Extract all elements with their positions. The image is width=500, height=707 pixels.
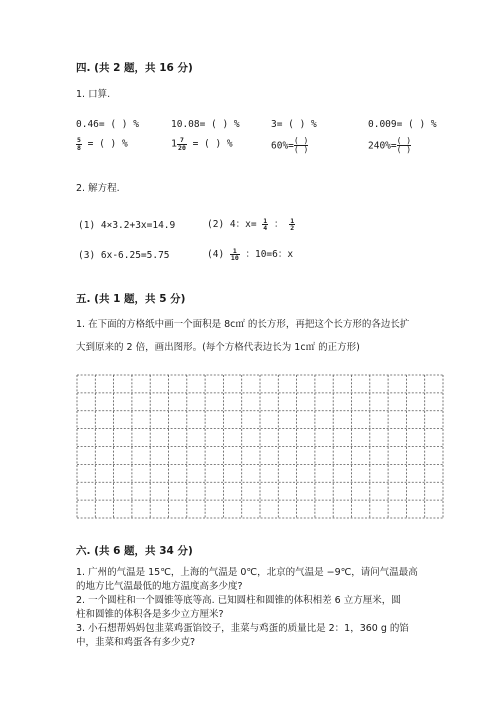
paren-fraction-denominator: ( ) bbox=[396, 145, 412, 155]
oral-item-6-rest: = ( ) % bbox=[192, 138, 233, 150]
fraction bbox=[230, 248, 240, 262]
fraction-numerator: 1 bbox=[290, 216, 295, 225]
fraction-denominator: 20 bbox=[178, 143, 186, 152]
equation-4-rest: ：10=6：x bbox=[245, 249, 294, 260]
oral-item-5-rest: = ( ) % bbox=[87, 138, 128, 150]
ratio-colon: ： bbox=[273, 219, 284, 230]
section-6-line-3: 2. 一个圆柱和一个圆锥等底等高. 已知圆柱和圆锥的体积相差 6 立方厘米，圆 bbox=[76, 595, 401, 606]
fraction-denominator: 10 bbox=[230, 254, 239, 262]
oral-item-2: 10.08= ( ) % bbox=[171, 119, 240, 130]
section-6-title: 六. (共 6 题，共 34 分) bbox=[76, 545, 193, 557]
section-4-title: 四. (共 2 题，共 16 分) bbox=[76, 62, 193, 74]
equation-1: (1) 4×3.2+3x=14.9 bbox=[78, 220, 176, 231]
question-2-title: 2. 解方程. bbox=[76, 183, 120, 194]
section-5-question-line-1: 1. 在下面的方格纸中画一个面积是 8c㎡ 的长方形，再把这个长方形的各边长扩 bbox=[76, 319, 410, 330]
section-5-title: 五. (共 1 题，共 5 分) bbox=[76, 293, 186, 305]
fraction-numerator: 5 bbox=[77, 136, 81, 144]
paren-fraction-denominator: ( ) bbox=[293, 145, 309, 155]
section-6-line-2: 的地方比气温最低的地方温度高多少度? bbox=[76, 581, 243, 592]
oral-item-7 bbox=[271, 137, 308, 155]
section-6-line-4: 柱和圆锥的体积各是多少立方厘米? bbox=[76, 609, 224, 620]
fraction-numerator: 7 bbox=[179, 136, 184, 144]
fraction-denominator: 4 bbox=[263, 224, 268, 232]
section-6-line-6: 中，韭菜和鸡蛋各有多少克? bbox=[76, 637, 196, 648]
oral-item-6 bbox=[171, 137, 233, 151]
grid-paper[interactable] bbox=[76, 374, 444, 519]
oral-item-5 bbox=[76, 137, 128, 151]
oral-item-4: 0.009= ( ) % bbox=[368, 119, 437, 130]
fraction-denominator: 2 bbox=[290, 224, 295, 232]
equation-2 bbox=[207, 216, 295, 232]
mixed-number-whole: 1 bbox=[171, 138, 178, 150]
fraction-numerator: 1 bbox=[263, 216, 268, 225]
oral-item-1: 0.46= ( ) % bbox=[76, 119, 139, 130]
oral-item-8 bbox=[368, 137, 411, 155]
section-6-line-5: 3. 小石想帮妈妈包韭菜鸡蛋馅饺子，韭菜与鸡蛋的质量比是 2：1，360 g 的馅 bbox=[76, 623, 409, 634]
fraction bbox=[262, 218, 268, 232]
paren-fraction bbox=[294, 137, 308, 155]
fraction bbox=[76, 137, 82, 151]
oral-item-8-lead: 240%= bbox=[368, 140, 397, 152]
equation-4-lead: (4) bbox=[207, 249, 225, 260]
equation-3: (3) 6x-6.25=5.75 bbox=[78, 250, 170, 261]
question-1-title: 1. 口算. bbox=[76, 89, 111, 100]
section-5-question-line-2: 大到原来的 2 倍，画出图形。(每个方格代表边长为 1c㎡ 的正方形) bbox=[76, 342, 360, 353]
paren-fraction-numerator: ( ) bbox=[293, 136, 309, 145]
equation-4 bbox=[207, 246, 293, 262]
section-6-line-1: 1. 广州的气温是 15℃，上海的气温是 0℃，北京的气温是 −9℃，请问气温最高 bbox=[76, 567, 418, 578]
grid-paper-svg[interactable] bbox=[76, 374, 444, 519]
oral-item-3: 3= ( ) % bbox=[271, 119, 317, 130]
fraction bbox=[289, 218, 295, 232]
fraction-denominator: 8 bbox=[77, 143, 81, 152]
fraction bbox=[177, 137, 187, 151]
paren-fraction-numerator: ( ) bbox=[396, 136, 412, 145]
oral-item-7-lead: 60%= bbox=[271, 140, 294, 152]
paren-fraction bbox=[397, 137, 411, 155]
equation-2-lead: (2) 4：x= bbox=[207, 219, 257, 230]
fraction-numerator: 1 bbox=[232, 246, 237, 255]
